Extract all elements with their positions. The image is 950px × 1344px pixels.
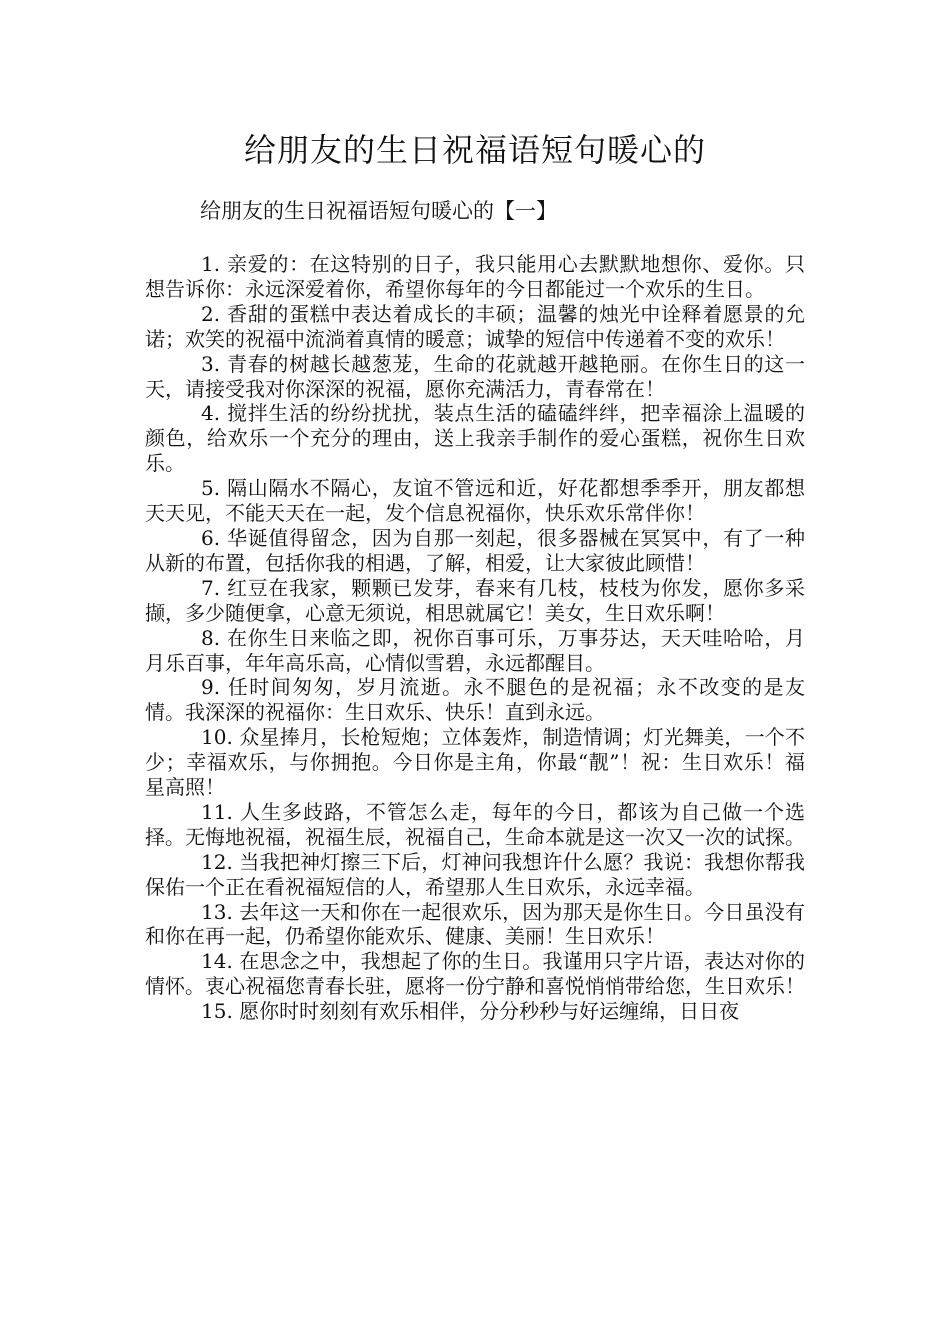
paragraph-4: 4. 搅拌生活的纷纷扰扰，装点生活的磕磕绊绊，把幸福涂上温暖的颜色，给欢乐一个充分的理由，送上我亲手制作的爱心蛋糕，祝你生日欢乐。 bbox=[145, 401, 805, 476]
paragraph-2: 2. 香甜的蛋糕中表达着成长的丰硕；温馨的烛光中诠释着愿景的允诺；欢笑的祝福中流淌着真情的暖意；诚挚的短信中传递着不变的欢乐！ bbox=[145, 301, 805, 351]
paragraph-5: 5. 隔山隔水不隔心，友谊不管远和近，好花都想季季开，朋友都想天天见，不能天天在一起，发个信息祝福你，快乐欢乐常伴你！ bbox=[145, 476, 805, 526]
paragraph-6: 6. 华诞值得留念，因为自那一刻起，很多器械在冥冥中，有了一种从新的布置，包括你我的相遇，了解，相爱，让大家彼此顾惜！ bbox=[145, 525, 805, 575]
paragraph-13: 13. 去年这一天和你在一起很欢乐，因为那天是你生日。今日虽没有和你在再一起，仍希望你能欢乐、健康、美丽！生日欢乐！ bbox=[145, 899, 805, 949]
paragraph-10: 10. 众星捧月，长枪短炮；立体轰炸，制造情调；灯光舞美，一个不少；幸福欢乐，与你拥抱。今日你是主角，你最“靓”！祝：生日欢乐！福星高照！ bbox=[145, 725, 805, 800]
paragraph-8: 8. 在你生日来临之即，祝你百事可乐，万事芬达，天天哇哈哈，月月乐百事，年年高乐高，心情似雪碧，永远都醒目。 bbox=[145, 625, 805, 675]
paragraph-15: 15. 愿你时时刻刻有欢乐相伴，分分秒秒与好运缠绵，日日夜 bbox=[201, 999, 740, 1024]
paragraph-14: 14. 在思念之中，我想起了你的生日。我谨用只字片语，表达对你的情怀。衷心祝福您青春长驻，愿将一份宁静和喜悦悄悄带给您，生日欢乐！ bbox=[145, 949, 805, 999]
paragraph-12: 12. 当我把神灯擦三下后，灯神问我想许什么愿？我说：我想你帮我保佑一个正在看祝福短信的人，希望那人生日欢乐，永远幸福。 bbox=[145, 849, 805, 899]
paragraph-9: 9. 任时间匆匆，岁月流逝。永不腿色的是祝福；永不改变的是友情。我深深的祝福你：生日欢乐、快乐！直到永远。 bbox=[145, 675, 805, 725]
section-heading: 给朋友的生日祝福语短句暖心的【一】 bbox=[200, 199, 557, 223]
paragraph-7: 7. 红豆在我家，颗颗已发芽，春来有几枝，枝枝为你发，愿你多采撷，多少随便拿，心意无须说，相思就属它！美女，生日欢乐啊！ bbox=[145, 575, 805, 625]
document-title: 给朋友的生日祝福语短句暖心的 bbox=[243, 131, 706, 169]
paragraph-1: 1. 亲爱的：在这特别的日子，我只能用心去默默地想你、爱你。只想告诉你：永远深爱着你，希望你每年的今日都能过一个欢乐的生日。 bbox=[145, 252, 805, 301]
paragraph-11: 11. 人生多歧路，不管怎么走，每年的今日，都该为自己做一个选择。无悔地祝福，祝福生辰，祝福自己，生命本就是这一次又一次的试探。 bbox=[145, 799, 805, 849]
paragraph-3: 3. 青春的树越长越葱茏，生命的花就越开越艳丽。在你生日的这一天，请接受我对你深深的祝福，愿你充满活力，青春常在！ bbox=[145, 351, 805, 401]
document-body bbox=[145, 252, 805, 1024]
